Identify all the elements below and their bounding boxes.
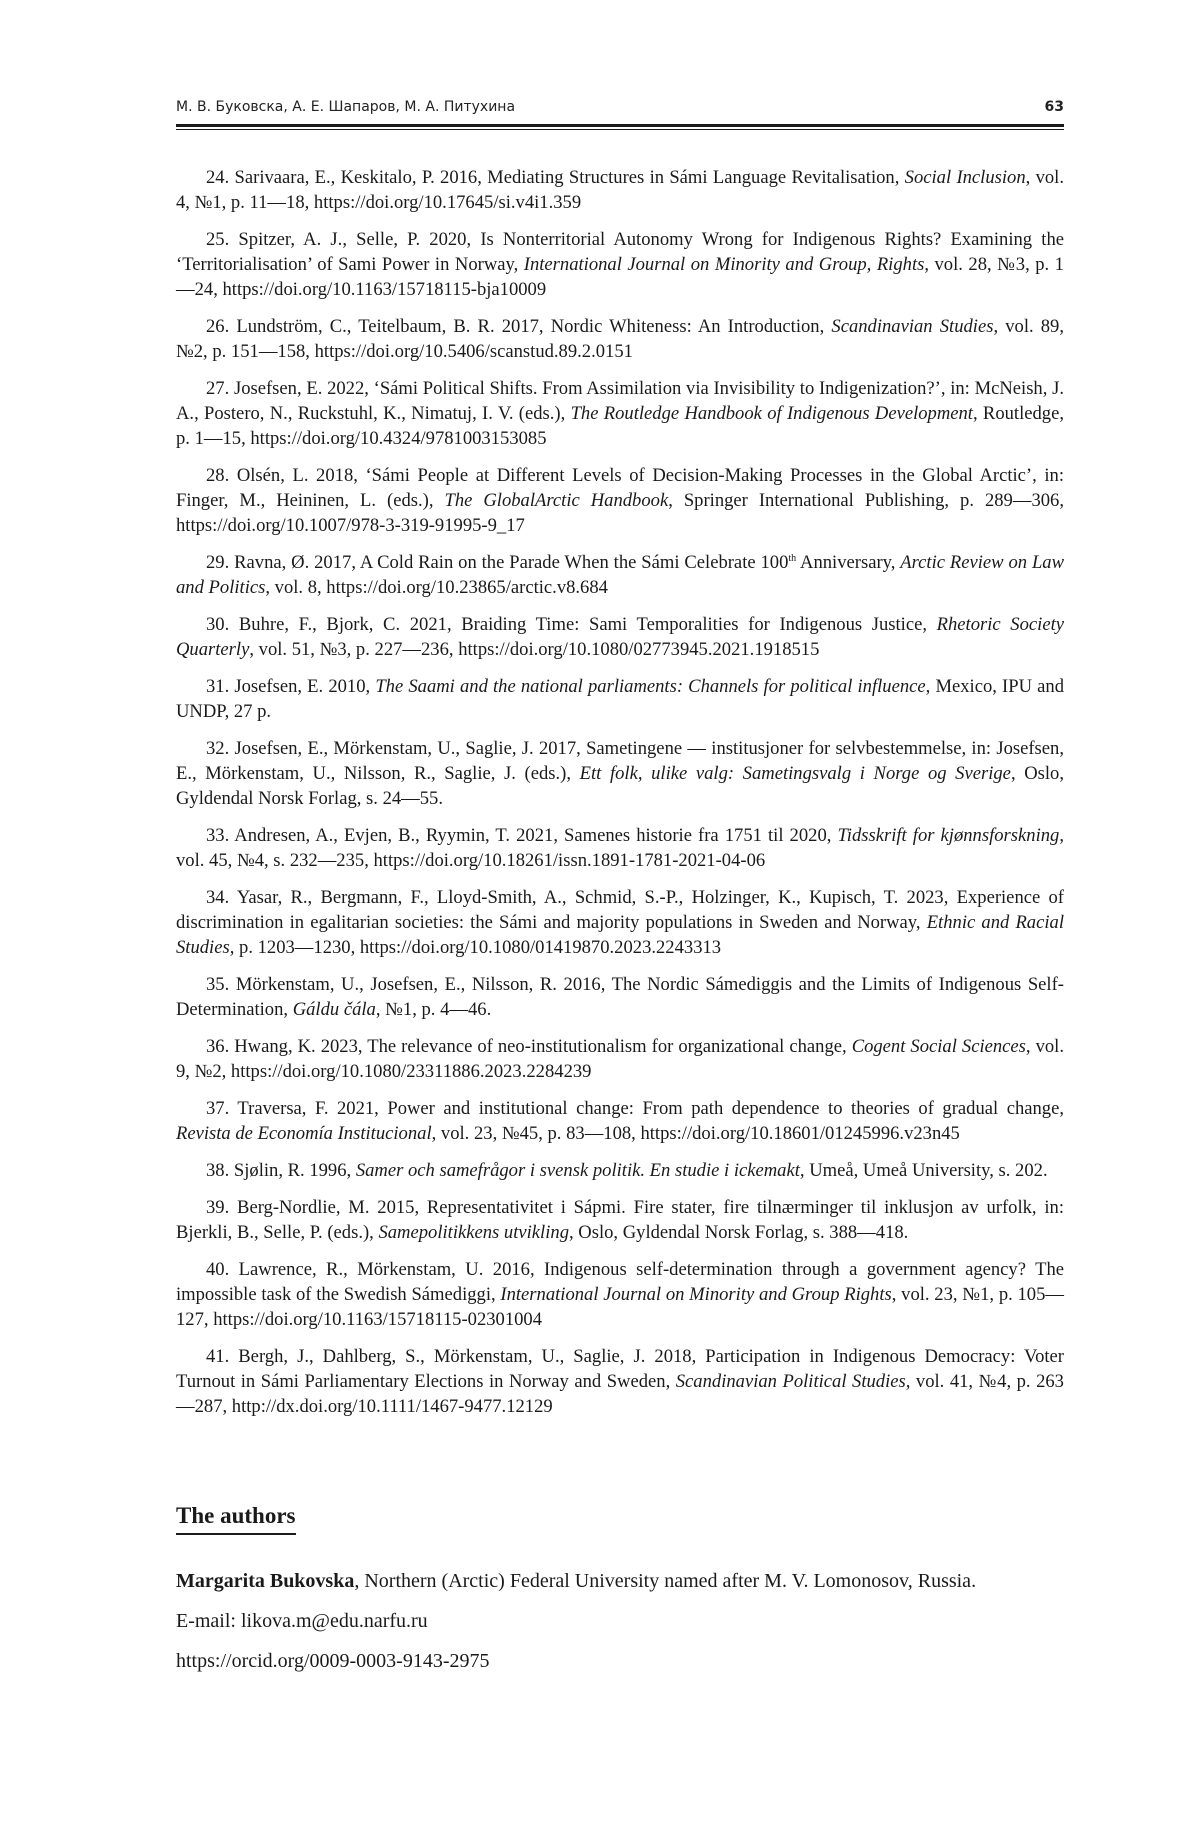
authors-heading: The authors — [176, 1503, 296, 1535]
reference-source-title: Cogent Social Sciences — [851, 1036, 1026, 1057]
reference-item — [176, 885, 1064, 960]
author-name: Margarita Bukovska — [176, 1570, 355, 1592]
reference-list — [176, 165, 1064, 1431]
reference-text: 30. Buhre, F., Bjork, C. 2021, Braiding Time: Sami Temporalities for Indigenous Justice, — [206, 614, 937, 635]
reference-source-title: International Journal on Minority and Group, Rights — [523, 254, 925, 275]
reference-text: , №1, p. 4—46. — [375, 999, 492, 1020]
reference-text: 31. Josefsen, E. 2010, — [206, 676, 376, 697]
reference-source-title: The Saami and the national parliaments: Channels for political influence — [375, 676, 926, 697]
reference-text: , Springer International Publishing, p. 289—306, https://doi.org/10.1007/978-3-319-91995-9_17 — [176, 490, 1064, 536]
reference-item — [176, 612, 1064, 662]
reference-item — [176, 1344, 1064, 1419]
reference-text: , vol. 9, №2, https://doi.org/10.1080/23311886.2023.2284239 — [176, 1036, 1064, 1082]
running-header — [176, 99, 1064, 121]
reference-item — [176, 1158, 1064, 1183]
reference-item — [176, 376, 1064, 451]
reference-item — [176, 165, 1064, 215]
reference-text: 33. Andresen, A., Evjen, B., Ryymin, T. 2021, Samenes historie fra 1751 til 2020, — [206, 825, 838, 846]
reference-text: 39. Berg-Nordlie, M. 2015, Representativitet i Sápmi. Fire stater, fire tilnærminger til inklusjon av urfolk, in: Bjerkli, B., Selle, P. (eds.), — [176, 1197, 1064, 1243]
reference-text: 25. Spitzer, A. J., Selle, P. 2020, Is Nonterritorial Autonomy Wrong for Indigenous Rights? Examining the ‘Territorialisation’ of Sami Power in Norway, — [176, 229, 1064, 275]
authors-section — [176, 1503, 1064, 1685]
running-head-authors: М. В. Буковска, А. Е. Шапаров, М. А. Питухина — [176, 99, 516, 115]
reference-source-title: Social Inclusion — [904, 167, 1026, 188]
reference-text: 28. Olsén, L. 2018, ‘Sámi People at Different Levels of Decision-Making Processes in the Global Arctic’, in: Finger, M., Heininen, L. (eds.), — [176, 465, 1064, 511]
reference-item — [176, 1257, 1064, 1332]
reference-source-title: Ethnic and Racial Studies — [176, 912, 1064, 958]
reference-source-title: Ett folk, ulike valg: Sametingsvalg i Norge og Sverige — [579, 763, 1011, 784]
reference-item — [176, 1096, 1064, 1146]
reference-source-title: Scandinavian Studies — [831, 316, 994, 337]
reference-text: , vol. 89, №2, p. 151—158, https://doi.org/10.5406/scanstud.89.2.0151 — [176, 316, 1065, 362]
reference-source-title: Samer och samefrågor i svensk politik. En studie i ickemakt — [355, 1160, 800, 1181]
reference-text: , vol. 51, №3, p. 227—236, https://doi.org/10.1080/02773945.2021.1918515 — [249, 639, 820, 660]
page-number: 63 — [1044, 99, 1064, 115]
author-entry — [176, 1565, 1064, 1677]
reference-item — [176, 1195, 1064, 1245]
reference-item — [176, 674, 1064, 724]
reference-text: , vol. 41, №4, p. 263—287, http://dx.doi.org/10.1111/1467-9477.12129 — [176, 1371, 1064, 1417]
reference-text: , Umeå, Umeå University, s. 202. — [799, 1160, 1048, 1181]
reference-text: 26. Lundström, C., Teitelbaum, B. R. 2017, Nordic Whiteness: An Introduction, — [206, 316, 832, 337]
reference-item — [176, 314, 1064, 364]
reference-text: 36. Hwang, K. 2023, The relevance of neo-institutionalism for organizational change, — [206, 1036, 852, 1057]
reference-text: 34. Yasar, R., Bergmann, F., Lloyd-Smith, A., Schmid, S.-P., Holzinger, K., Kupisch, T. 2023, Experience of discrimination in egalitarian societies: the Sámi and majority populations in Sweden and Norway, — [176, 887, 1064, 933]
reference-item — [176, 1034, 1064, 1084]
reference-text: , vol. 8, https://doi.org/10.23865/arctic.v8.684 — [265, 577, 608, 598]
reference-source-title: Scandinavian Political Studies — [675, 1371, 906, 1392]
reference-text: Anniversary, — [796, 552, 901, 573]
reference-source-title: Rhetoric Society Quarterly — [176, 614, 1064, 660]
reference-item — [176, 550, 1064, 600]
reference-text: 37. Traversa, F. 2021, Power and institutional change: From path dependence to theories of gradual change, — [206, 1098, 1064, 1119]
reference-text: , p. 1203—1230, https://doi.org/10.1080/01419870.2023.2243313 — [229, 937, 722, 958]
reference-item — [176, 463, 1064, 538]
author-affiliation: , Northern (Arctic) Federal University named after M. V. Lomonosov, Russia. — [354, 1570, 977, 1592]
author-affiliation-line — [176, 1565, 1064, 1597]
reference-text: , vol. 4, №1, p. 11—18, https://doi.org/10.17645/si.v4i1.359 — [176, 167, 1064, 213]
reference-text: , Oslo, Gyldendal Norsk Forlag, s. 24—55. — [176, 763, 1064, 809]
reference-source-title: Revista de Economía Institucional — [176, 1123, 432, 1144]
reference-text: , vol. 23, №45, p. 83—108, https://doi.org/10.18601/01245996.v23n45 — [431, 1123, 960, 1144]
header-rule — [176, 124, 1064, 127]
reference-text: 38. Sjølin, R. 1996, — [206, 1160, 356, 1181]
author-orcid: https://orcid.org/0009-0003-9143-2975 — [176, 1650, 490, 1672]
reference-source-title: Samepolitikkens utvikling — [378, 1222, 569, 1243]
reference-text: , Mexico, IPU and UNDP, 27 p. — [176, 676, 1064, 722]
reference-text: th — [788, 552, 797, 564]
reference-text: 32. Josefsen, E., Mörkenstam, U., Saglie, J. 2017, Sametingene — institusjoner for selvbestemmelse, in: Josefsen, E., Mörkenstam, U., Nilsson, R., Saglie, J. (eds.), — [176, 738, 1064, 784]
reference-source-title: International Journal on Minority and Group Rights — [500, 1284, 892, 1305]
reference-item — [176, 736, 1064, 811]
reference-source-title: Arctic Review on Law and Politics — [176, 552, 1064, 598]
reference-text: 29. Ravna, Ø. 2017, A Cold Rain on the Parade When the Sámi Celebrate 100 — [206, 552, 789, 573]
reference-source-title: Tidsskrift for kjønnsforskning — [837, 825, 1060, 846]
reference-item — [176, 227, 1064, 302]
author-email: E-mail: likova.m@edu.narfu.ru — [176, 1610, 428, 1632]
reference-source-title: The GlobalArctic Handbook — [444, 490, 669, 511]
reference-text: 27. Josefsen, E. 2022, ‘Sámi Political Shifts. From Assimilation via Invisibility to Indigenization?’, in: McNeish, J. A., Postero, N., Ruckstuhl, K., Nimatuj, I. V. (eds.), — [176, 378, 1064, 424]
reference-text: 35. Mörkenstam, U., Josefsen, E., Nilsson, R. 2016, The Nordic Sámediggis and the Limits of Indigenous Self-Determination, — [176, 974, 1064, 1020]
reference-text: , Oslo, Gyldendal Norsk Forlag, s. 388—418. — [569, 1222, 909, 1243]
reference-text: 41. Bergh, J., Dahlberg, S., Mörkenstam, U., Saglie, J. 2018, Participation in Indigenous Democracy: Voter Turnout in Sámi Parliamentary Elections in Norway and Sweden, — [176, 1346, 1064, 1392]
reference-text: 40. Lawrence, R., Mörkenstam, U. 2016, Indigenous self-determination through a government agency? The impossible task of the Swedish Sámediggi, — [176, 1259, 1064, 1305]
reference-text: 24. Sarivaara, E., Keskitalo, P. 2016, Mediating Structures in Sámi Language Revitalisation, — [206, 167, 905, 188]
reference-item — [176, 823, 1064, 873]
reference-text: , Routledge, p. 1—15, https://doi.org/10.4324/9781003153085 — [176, 403, 1065, 449]
reference-source-title: Gáldu čála — [292, 999, 376, 1020]
reference-text: , vol. 28, №3, p. 1—24, https://doi.org/10.1163/15718115-bja10009 — [176, 254, 1064, 300]
reference-source-title: The Routledge Handbook of Indigenous Development — [570, 403, 973, 424]
reference-item — [176, 972, 1064, 1022]
reference-text: , vol. 23, №1, p. 105—127, https://doi.org/10.1163/15718115-02301004 — [176, 1284, 1064, 1330]
reference-text: , vol. 45, №4, s. 232—235, https://doi.org/10.18261/issn.1891-1781-2021-04-06 — [176, 825, 1064, 871]
